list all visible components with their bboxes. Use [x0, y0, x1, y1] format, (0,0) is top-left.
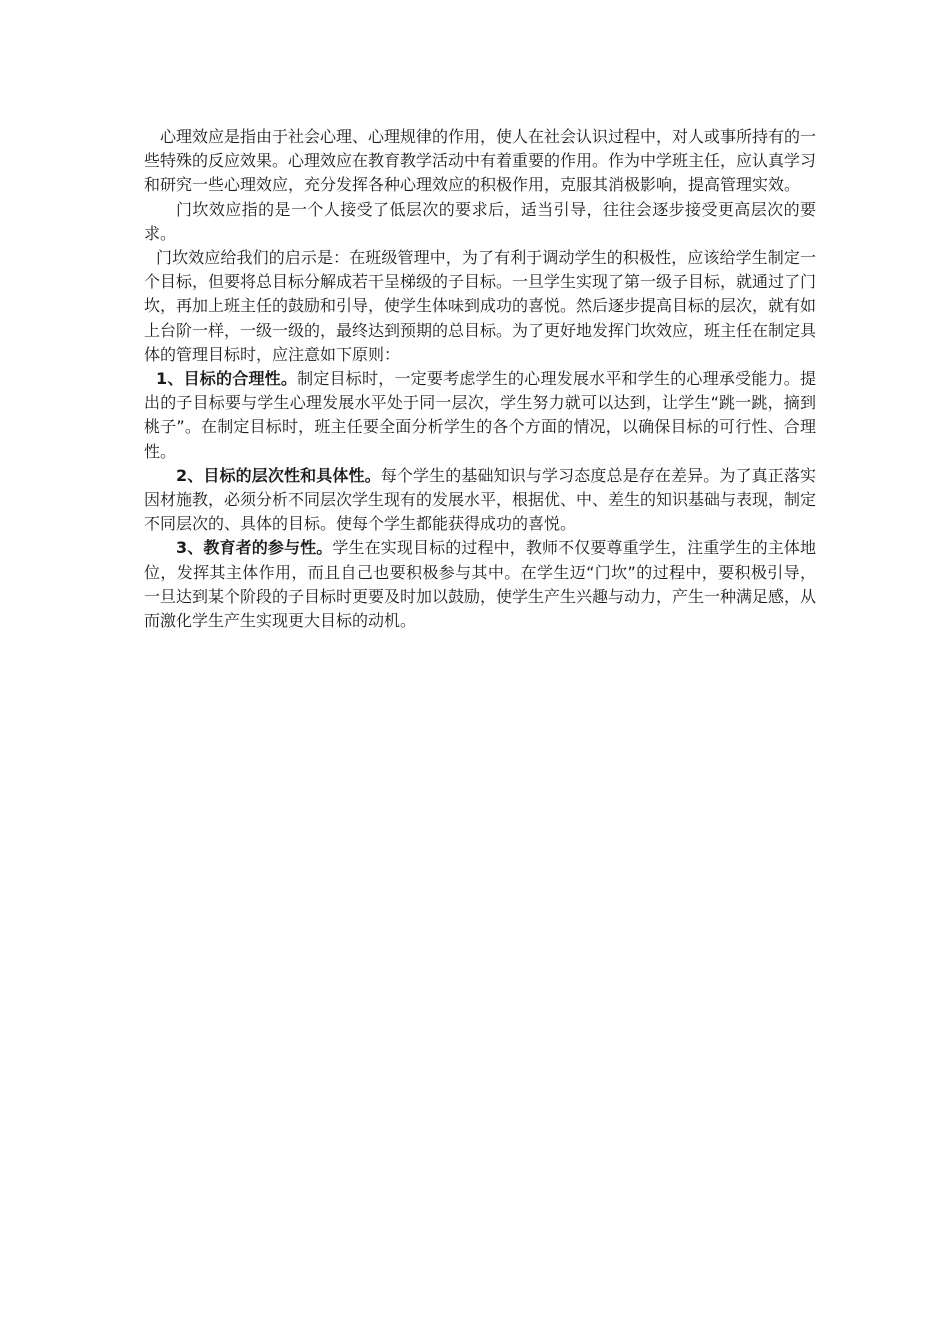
principle-3 — [144, 536, 816, 633]
principle-1 — [144, 367, 816, 464]
principle-text: 学生在实现目标的过程中，教师不仅要尊重学生，注重学生的主体地位，发挥其主体作用，而且自己也要积极参与其中。在学生迈“门坎”的过程中，要积极引导，一旦达到某个阶段的子目标时更要及时加以鼓励，使学生产生兴趣与动力，产生一种满足感，从而激化学生产生实现更大目标的动机。 — [144, 538, 817, 631]
paragraph-definition — [144, 198, 816, 246]
principle-heading: 1、目标的合理性。 — [156, 369, 298, 389]
principle-heading: 2、目标的层次性和具体性。 — [176, 465, 381, 485]
principle-heading: 3、教育者的参与性。 — [176, 538, 333, 558]
paragraph-text: 门坎效应指的是一个人接受了低层次的要求后，适当引导，往往会逐步接受更高层次的要求。 — [144, 199, 816, 243]
principle-text: 每个学生的基础知识与学习态度总是存在差异。为了真正落实因材施教，必须分析不同层次学生现有的发展水平，根据优、中、差生的知识基础与表现，制定不同层次的、具体的目标。使每个学生都能获得成功的喜悦。 — [144, 465, 817, 534]
paragraph-inspiration — [144, 246, 816, 367]
paragraph-intro — [144, 125, 816, 198]
document-body — [144, 125, 816, 633]
principle-2 — [144, 464, 816, 537]
paragraph-text: 门坎效应给我们的启示是：在班级管理中，为了有利于调动学生的积极性，应该给学生制定一个目标，但要将总目标分解成若干呈梯级的子目标。一旦学生实现了第一级子目标，就通过了门坎，再加上班主任的鼓励和引导，使学生体味到成功的喜悦。然后逐步提高目标的层次，就有如上台阶一样，一级一级的，最终达到预期的总目标。为了更好地发挥门坎效应，班主任在制定具体的管理目标时，应注意如下原则： — [144, 248, 817, 364]
paragraph-text: 心理效应是指由于社会心理、心理规律的作用，使人在社会认识过程中，对人或事所持有的一些特殊的反应效果。心理效应在教育教学活动中有着重要的作用。作为中学班主任，应认真学习和研究一些心理效应，充分发挥各种心理效应的积极作用，克服其消极影响，提高管理实效。 — [144, 127, 817, 195]
principle-text: 制定目标时，一定要考虑学生的心理发展水平和学生的心理承受能力。提出的子目标要与学生心理发展水平处于同一层次，学生努力就可以达到，让学生“跳一跳，摘到桃子”。在制定目标时，班主任要全面分析学生的各个方面的情况，以确保目标的可行性、合理性。 — [144, 369, 816, 461]
